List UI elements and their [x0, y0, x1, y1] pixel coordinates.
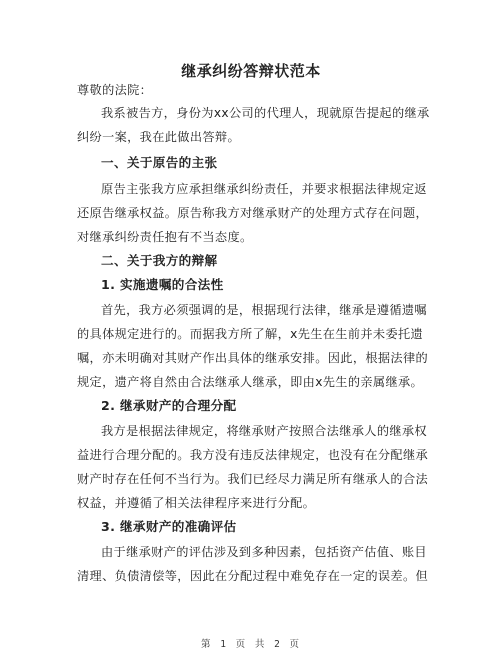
- page-footer: 第 1 页 共 2 页: [200, 639, 302, 650]
- sub1-heading: 1. 实施遗嘱的合法性: [101, 277, 224, 292]
- sub2-line-1: 我方是根据法律规定，将继承财产按照合法继承人的继承权: [101, 424, 427, 438]
- sub1-line-1: 首先，我方必须强调的是，根据现行法律，继承是遵循遗嘱: [101, 303, 427, 317]
- section1-heading: 一、关于原告的主张: [101, 155, 218, 170]
- sub1-line-3: 嘱，亦未明确对其财产作出具体的继承安排。因此，根据法律的: [77, 351, 429, 365]
- sub1-line-4: 规定，遗产将自然由合法继承人继承，即由x先生的亲属继承。: [77, 375, 424, 389]
- sub2-line-2: 益进行合理分配的。我方没有违反法律规定，也没有在分配继承: [77, 448, 429, 462]
- salutation: 尊敬的法院：: [77, 83, 153, 97]
- sub3-line-1: 由于继承财产的评估涉及到多种因素，包括资产估值、账目: [101, 545, 427, 559]
- sub1-line-2: 的具体规定进行的。而据我方所了解，x先生在生前并未委托遗: [77, 327, 424, 341]
- document-title: 继承纠纷答辩状范本: [181, 62, 321, 80]
- intro-line-1: 我系被告方，身份为xx公司的代理人，现就原告提起的继承: [101, 106, 430, 120]
- sub3-heading: 3. 继承财产的准确评估: [101, 519, 237, 534]
- section2-heading: 二、关于我方的辩解: [101, 253, 218, 268]
- section1-line-3: 对继承纠纷责任抱有不当态度。: [77, 230, 253, 244]
- section1-line-1: 原告主张我方应承担继承纠纷责任，并要求根据法律规定返: [101, 182, 427, 196]
- sub2-line-4: 权益，并遵循了相关法律程序来进行分配。: [77, 496, 316, 510]
- sub3-line-2: 清理、负债清偿等，因此在分配过程中难免存在一定的误差。但: [77, 569, 429, 583]
- sub2-heading: 2. 继承财产的合理分配: [101, 398, 237, 413]
- section1-line-2: 还原告继承权益。原告称我方对继承财产的处理方式存在问题，: [77, 206, 429, 220]
- intro-line-2: 纠纷一案，我在此做出答辩。: [77, 130, 240, 144]
- sub2-line-3: 财产时存在任何不当行为。我们已经尽力满足所有继承人的合法: [77, 472, 429, 486]
